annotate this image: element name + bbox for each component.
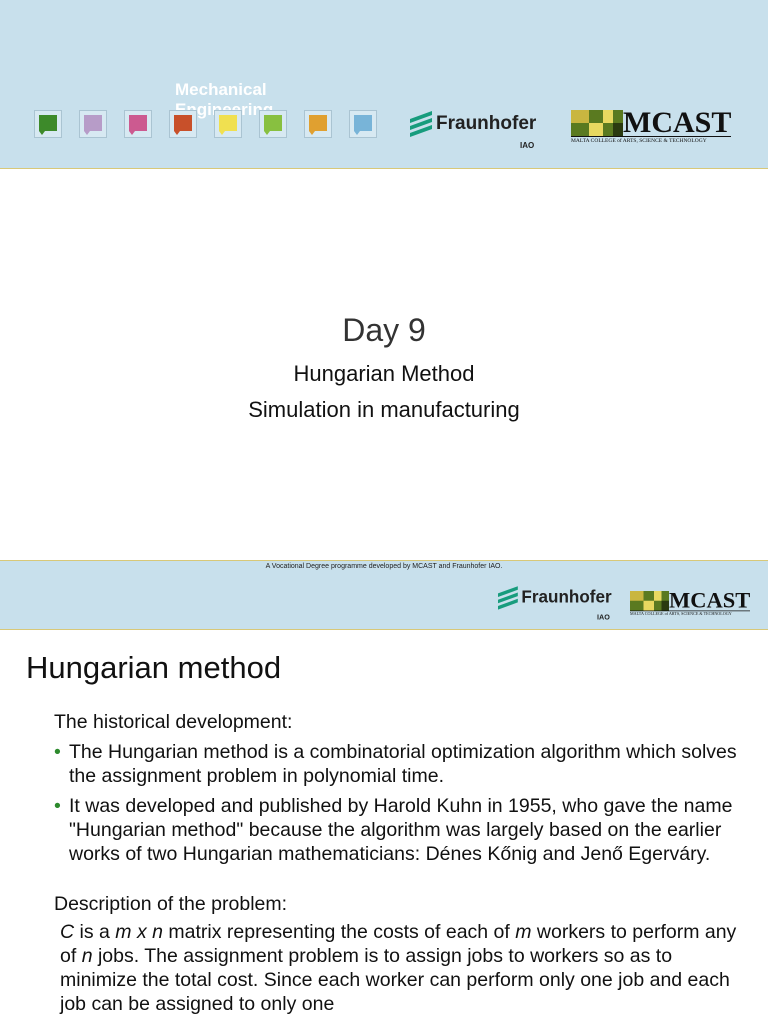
fraunhofer-logo (410, 113, 537, 150)
var-n: n (81, 945, 93, 967)
problem-part: is a (74, 921, 116, 943)
yellow-tile-icon (214, 110, 242, 138)
fraunhofer-mark-icon (410, 113, 432, 135)
bullet-text: The Hungarian method is a combinatorial optimization algorithm which solves the assignment problem in polynomial time. (69, 741, 737, 787)
footer-text: A Vocational Degree programme developed by MCAST and Fraunhofer IAO. (265, 563, 503, 570)
footer-mcast-subtitle: MALTA COLLEGE of ARTS, SCIENCE & TECHNOLOGY (630, 611, 750, 617)
mcast-logo (571, 106, 732, 144)
fraunhofer-name: Fraunhofer (436, 113, 537, 134)
bullet-item (54, 740, 744, 788)
mcast-blocks-icon (630, 591, 669, 611)
green-tile-icon (34, 110, 62, 138)
pink-tile-icon (124, 110, 152, 138)
department-label: Mechanical (175, 80, 267, 99)
blue-tile-icon (349, 110, 377, 138)
bullet-text: It was developed and published by Harold Kuhn in 1955, who gave the name "Hungarian method" because the algorithm was largely based on the earlier works of two Hungarian mathematicians: Dénes Kőnig and Jenő Egerváry. (69, 795, 733, 865)
slide-subtitle-1: Hungarian Method (293, 361, 475, 386)
fraunhofer-iao: IAO (520, 141, 535, 150)
var-mxn: m x n (115, 921, 163, 943)
fraunhofer-mark-icon (498, 588, 518, 608)
footer-fraunhofer-iao: IAO (597, 613, 610, 622)
problem-part: workers to perform any of (60, 921, 737, 967)
footer-mcast-name: MCAST (669, 588, 751, 613)
problem-heading: Description of the problem: (54, 893, 288, 915)
footer-fraunhofer-name: Fraunhofer (521, 588, 612, 607)
slide-title: Day 9 (342, 312, 426, 348)
red-tile-icon (169, 110, 197, 138)
bullet-item (54, 794, 744, 866)
problem-part: matrix representing the costs of each of (162, 921, 516, 943)
bullet-icon: • (54, 741, 61, 763)
slide-subtitle-2: Simulation in manufacturing (248, 397, 520, 422)
history-heading: The historical development: (54, 711, 293, 733)
orange-tile-icon (304, 110, 332, 138)
mcast-subtitle: MALTA COLLEGE of ARTS, SCIENCE & TECHNOLOGY (571, 136, 731, 144)
mcast-blocks-icon (571, 110, 623, 136)
slide2-title: Hungarian method (26, 650, 282, 685)
lime-tile-icon (259, 110, 287, 138)
footer-fraunhofer-logo (498, 588, 612, 622)
slide2-body (54, 710, 744, 1016)
mcast-name: MCAST (623, 106, 732, 139)
bullet-icon: • (54, 795, 61, 817)
problem-text (54, 920, 744, 1016)
lavender-tile-icon (79, 110, 107, 138)
var-m: m (515, 921, 532, 943)
footer-mcast-logo (630, 588, 751, 617)
var-c: C (60, 921, 75, 943)
problem-part: jobs. The assignment problem is to assign jobs to workers so as to minimize the total cost. Since each worker can perform only one job and each job can be assigned to only one (60, 945, 730, 1015)
